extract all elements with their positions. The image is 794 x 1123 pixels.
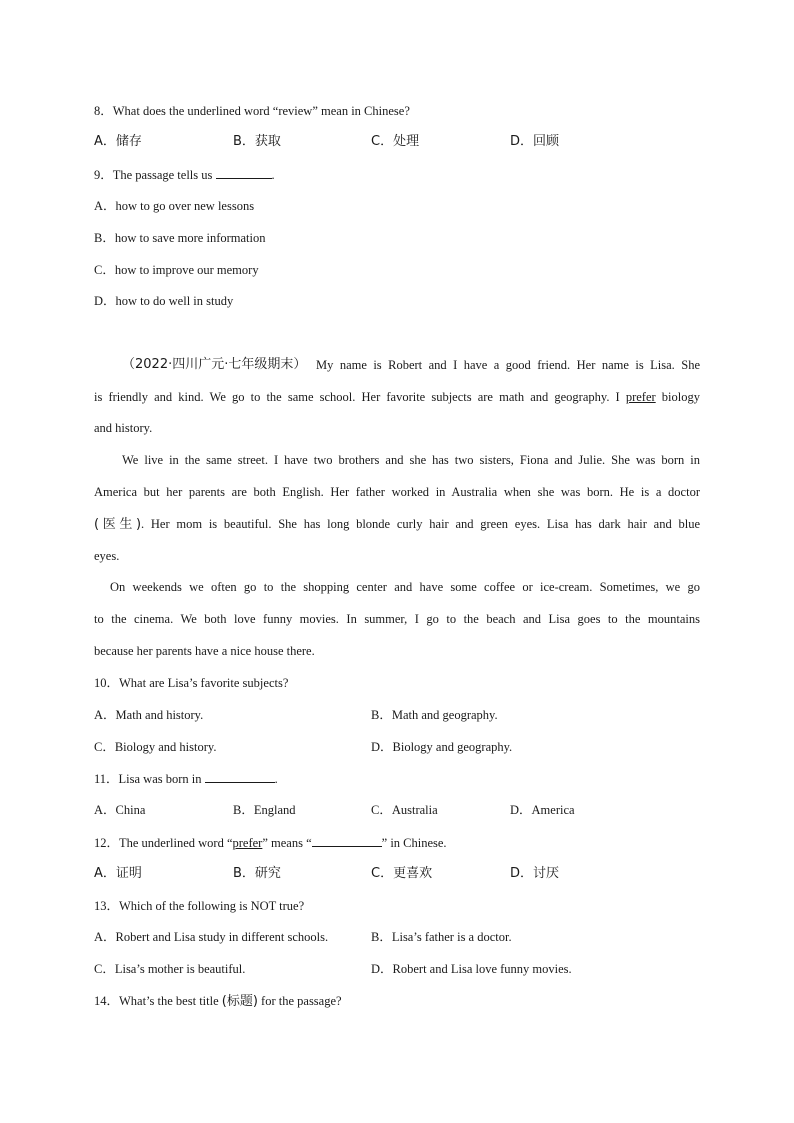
answer-blank[interactable] <box>312 834 382 847</box>
passage-line <box>94 389 700 405</box>
passage-line: We live in the same street. I have two brothers and she has two sisters, Fiona and Julie. She was born in <box>122 453 700 467</box>
passage-line: eyes. <box>94 549 120 563</box>
question-12-option-b[interactable]: B．研究 <box>233 866 281 881</box>
question-12-stem <box>94 834 447 851</box>
question-11-option-c[interactable]: C．Australia <box>371 803 438 817</box>
question-13-option-b[interactable]: B．Lisa’s father is a doctor. <box>371 930 512 944</box>
underlined-word-prefer: prefer <box>232 836 263 850</box>
question-10-option-b[interactable]: B．Math and geography. <box>371 708 498 722</box>
question-12-option-c[interactable]: C．更喜欢 <box>371 866 433 881</box>
answer-blank[interactable] <box>205 770 275 783</box>
question-12-text-end: ” in Chinese. <box>381 836 447 850</box>
question-12-option-d[interactable]: D．讨厌 <box>510 866 560 881</box>
answer-blank[interactable] <box>216 166 272 179</box>
question-11-text: 11．Lisa was born in <box>94 772 205 786</box>
question-14-text-end: for the passage? <box>257 994 342 1008</box>
question-8-option-a[interactable]: A．储存 <box>94 134 142 149</box>
question-9-text: 9．The passage tells us <box>94 168 216 182</box>
passage-line: My name is Robert and I have a good friend. Her name is Lisa. She <box>316 358 700 372</box>
passage-text-cjk: (医生) <box>94 517 142 532</box>
passage-line: On weekends we often go to the shopping center and have some coffee or ice-cream. Sometimes, we go <box>110 580 700 594</box>
question-13-option-c[interactable]: C．Lisa’s mother is beautiful. <box>94 962 246 976</box>
question-13-option-a[interactable]: A．Robert and Lisa study in different schools. <box>94 930 329 944</box>
passage-text: biology <box>655 390 700 404</box>
question-9-option-b[interactable]: B．how to save more information <box>94 231 266 245</box>
question-10-stem: 10．What are Lisa’s favorite subjects? <box>94 676 289 690</box>
question-14-stem <box>94 993 342 1010</box>
question-8-stem <box>94 103 410 119</box>
question-8-option-c[interactable]: C．处理 <box>371 134 420 149</box>
question-10-option-d[interactable]: D．Biology and geography. <box>371 740 513 754</box>
question-11-option-a[interactable]: A．China <box>94 803 146 817</box>
question-9-stem <box>94 166 275 183</box>
passage-text: is friendly and kind. We go to the same school. Her favorite subjects are math and geography. I <box>94 390 626 404</box>
question-8-option-b[interactable]: B．获取 <box>233 134 281 149</box>
question-11-stem <box>94 770 278 787</box>
question-13-option-d[interactable]: D．Robert and Lisa love funny movies. <box>371 962 572 976</box>
passage-line: to the cinema. We both love funny movies. In summer, I go to the beach and Lisa goes to the mountains <box>94 612 700 626</box>
question-9-option-a[interactable]: A．how to go over new lessons <box>94 199 255 213</box>
question-12-text: 12．The underlined word “ <box>94 836 233 850</box>
passage-line: America but her parents are both English. Her father worked in Australia when she was born. He is a doctor <box>94 485 700 499</box>
question-14-text: 14．What’s the best title <box>94 994 222 1008</box>
passage-line: and history. <box>94 421 153 435</box>
passage-line: because her parents have a nice house there. <box>94 644 315 658</box>
passage-text: . Her mom is beautiful. She has long blonde curly hair and green eyes. Lisa has dark hair and blue <box>141 517 700 531</box>
question-9-option-c[interactable]: C．how to improve our memory <box>94 263 259 277</box>
question-14-text-cjk: (标题) <box>221 994 258 1009</box>
question-11-text-end: . <box>274 772 278 786</box>
question-11-option-d[interactable]: D．America <box>510 803 575 817</box>
question-10-option-a[interactable]: A．Math and history. <box>94 708 204 722</box>
underlined-word-prefer: prefer <box>625 390 656 404</box>
passage-line <box>94 516 700 533</box>
question-12-text-mid: ” means “ <box>262 836 312 850</box>
passage-source: （2022·四川广元·七年级期末） <box>122 357 307 372</box>
question-13-stem: 13．Which of the following is NOT true? <box>94 899 305 913</box>
question-8-text: 8．What does the underlined word “review” mean in Chinese? <box>94 104 410 118</box>
question-10-option-c[interactable]: C．Biology and history. <box>94 740 217 754</box>
question-8-option-d[interactable]: D．回顾 <box>510 134 560 149</box>
question-9-text-end: . <box>271 168 275 182</box>
question-12-option-a[interactable]: A．证明 <box>94 866 142 881</box>
question-11-option-b[interactable]: B．England <box>233 803 296 817</box>
question-9-option-d[interactable]: D．how to do well in study <box>94 294 234 308</box>
